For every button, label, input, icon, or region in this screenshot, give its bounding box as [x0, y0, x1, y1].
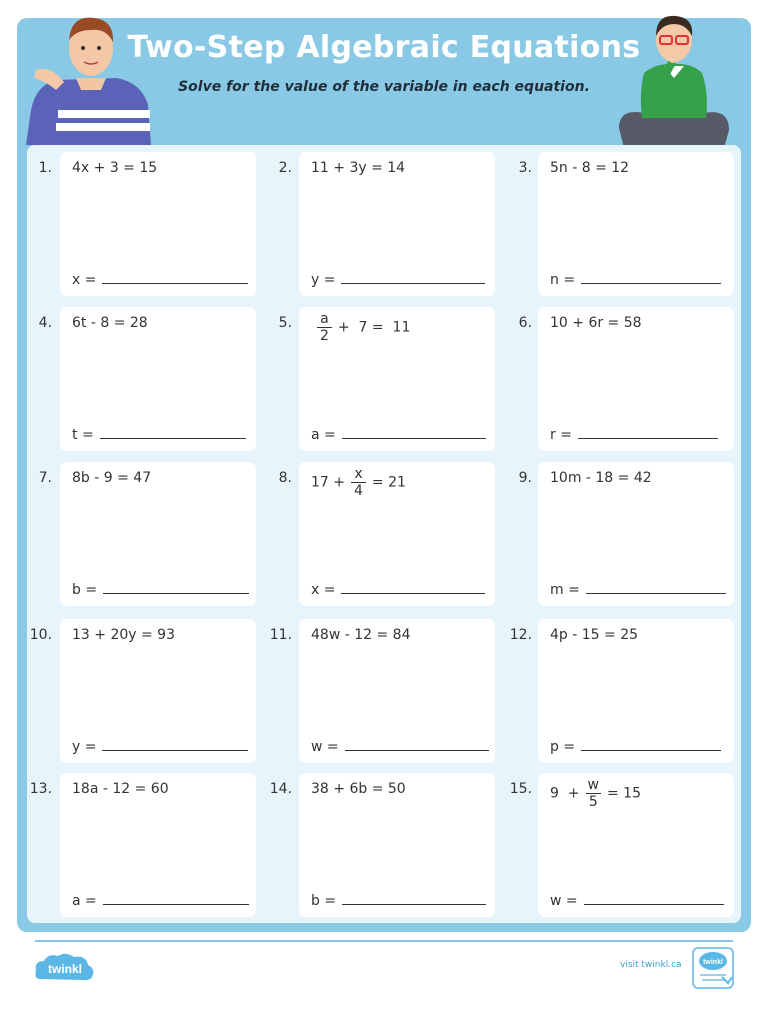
logo-text: twinkl	[47, 962, 83, 976]
quality-badge-icon	[692, 947, 734, 989]
answer-row	[550, 427, 718, 443]
page-subtitle: Solve for the value of the variable in each equation.	[178, 79, 590, 95]
answer-label: m =	[550, 582, 580, 598]
fraction	[351, 466, 366, 499]
answer-blank[interactable]	[102, 282, 248, 284]
question-card[interactable]	[60, 307, 256, 451]
question-number: 4.	[38, 315, 52, 331]
answer-label: a =	[72, 893, 97, 909]
answer-row	[72, 739, 248, 755]
question-card[interactable]	[299, 773, 495, 917]
answer-row	[311, 739, 489, 755]
equation-prefix: 9 +	[550, 785, 580, 802]
equation: 48w - 12 = 84	[311, 627, 411, 643]
answer-row	[550, 272, 721, 288]
answer-row	[311, 272, 485, 288]
visit-link[interactable]: visit twinkl.ca	[620, 960, 682, 970]
question-card[interactable]	[299, 462, 495, 606]
answer-blank[interactable]	[586, 592, 726, 594]
answer-label: w =	[311, 739, 339, 755]
question-card[interactable]	[299, 152, 495, 296]
question-number: 11.	[269, 627, 292, 643]
fraction	[586, 777, 601, 810]
equation: 4p - 15 = 25	[550, 627, 639, 643]
question-card[interactable]	[538, 152, 734, 296]
question-number: 14.	[269, 781, 292, 797]
fraction-denominator: 5	[586, 793, 601, 810]
answer-label: b =	[311, 893, 337, 909]
question-card[interactable]	[60, 152, 256, 296]
equation: 4x + 3 = 15	[72, 160, 158, 176]
answer-label: x =	[72, 272, 97, 288]
question-number: 7.	[38, 470, 52, 486]
question-number: 6.	[518, 315, 532, 331]
equation: 10m - 18 = 42	[550, 470, 652, 486]
question-number: 13.	[29, 781, 52, 797]
equation	[550, 777, 641, 810]
answer-label: b =	[72, 582, 98, 598]
answer-blank[interactable]	[342, 437, 486, 439]
question-card[interactable]	[538, 307, 734, 451]
question-card[interactable]	[60, 462, 256, 606]
equation-suffix: = 15	[607, 785, 641, 802]
question-card[interactable]	[299, 619, 495, 763]
equation: 38 + 6b = 50	[311, 781, 406, 797]
equation: 8b - 9 = 47	[72, 470, 152, 486]
answer-label: a =	[311, 427, 336, 443]
question-card[interactable]	[538, 773, 734, 917]
question-card[interactable]	[60, 619, 256, 763]
answer-blank[interactable]	[584, 903, 724, 905]
question-number: 15.	[509, 781, 532, 797]
question-card[interactable]	[60, 773, 256, 917]
answer-blank[interactable]	[342, 903, 486, 905]
question-number: 1.	[38, 160, 52, 176]
equation: 5n - 8 = 12	[550, 160, 630, 176]
answer-label: t =	[72, 427, 94, 443]
answer-blank[interactable]	[100, 437, 246, 439]
answer-blank[interactable]	[341, 282, 485, 284]
answer-row	[550, 893, 724, 909]
answer-label: y =	[72, 739, 97, 755]
question-card[interactable]	[538, 619, 734, 763]
page-title: Two-Step Algebraic Equations	[127, 30, 641, 65]
question-number: 2.	[278, 160, 292, 176]
equation	[311, 466, 406, 499]
equation: 18a - 12 = 60	[72, 781, 169, 797]
answer-row	[550, 582, 726, 598]
answer-label: x =	[311, 582, 336, 598]
answer-row	[72, 893, 249, 909]
answer-row	[550, 739, 721, 755]
answer-blank[interactable]	[103, 592, 249, 594]
equation-suffix: + 7 = 11	[337, 319, 411, 336]
fraction-numerator: x	[354, 466, 363, 482]
question-number: 8.	[278, 470, 292, 486]
equation-suffix: = 21	[371, 474, 406, 491]
answer-blank[interactable]	[581, 282, 721, 284]
question-card[interactable]	[299, 307, 495, 451]
question-number: 10.	[29, 627, 52, 643]
fraction	[317, 311, 332, 344]
fraction-denominator: 4	[351, 482, 366, 499]
equation: 10 + 6r = 58	[550, 315, 642, 331]
fraction-denominator: 2	[317, 327, 332, 344]
equation: 6t - 8 = 28	[72, 315, 148, 331]
answer-label: y =	[311, 272, 336, 288]
equation	[311, 311, 410, 344]
answer-blank[interactable]	[103, 903, 249, 905]
answer-blank[interactable]	[102, 749, 248, 751]
answer-blank[interactable]	[341, 592, 485, 594]
question-number: 3.	[518, 160, 532, 176]
answer-label: p =	[550, 739, 576, 755]
answer-row	[72, 272, 248, 288]
equation: 13 + 20y = 93	[72, 627, 175, 643]
equation-prefix: 17 +	[311, 474, 345, 491]
twinkl-logo	[34, 951, 96, 983]
answer-blank[interactable]	[578, 437, 718, 439]
answer-label: r =	[550, 427, 572, 443]
answer-row	[311, 427, 486, 443]
answer-row	[311, 893, 486, 909]
fraction-numerator: w	[587, 777, 599, 793]
answer-row	[72, 427, 246, 443]
equation: 11 + 3y = 14	[311, 160, 406, 176]
footer-divider	[35, 940, 733, 942]
fraction-numerator: a	[320, 311, 329, 327]
question-card[interactable]	[538, 462, 734, 606]
question-number: 9.	[518, 470, 532, 486]
question-number: 12.	[509, 627, 532, 643]
answer-row	[72, 582, 249, 598]
answer-row	[311, 582, 485, 598]
badge-text: twinkl	[703, 959, 723, 966]
question-number: 5.	[278, 315, 292, 331]
answer-blank[interactable]	[345, 749, 489, 751]
answer-label: n =	[550, 272, 576, 288]
answer-blank[interactable]	[581, 749, 721, 751]
answer-label: w =	[550, 893, 578, 909]
